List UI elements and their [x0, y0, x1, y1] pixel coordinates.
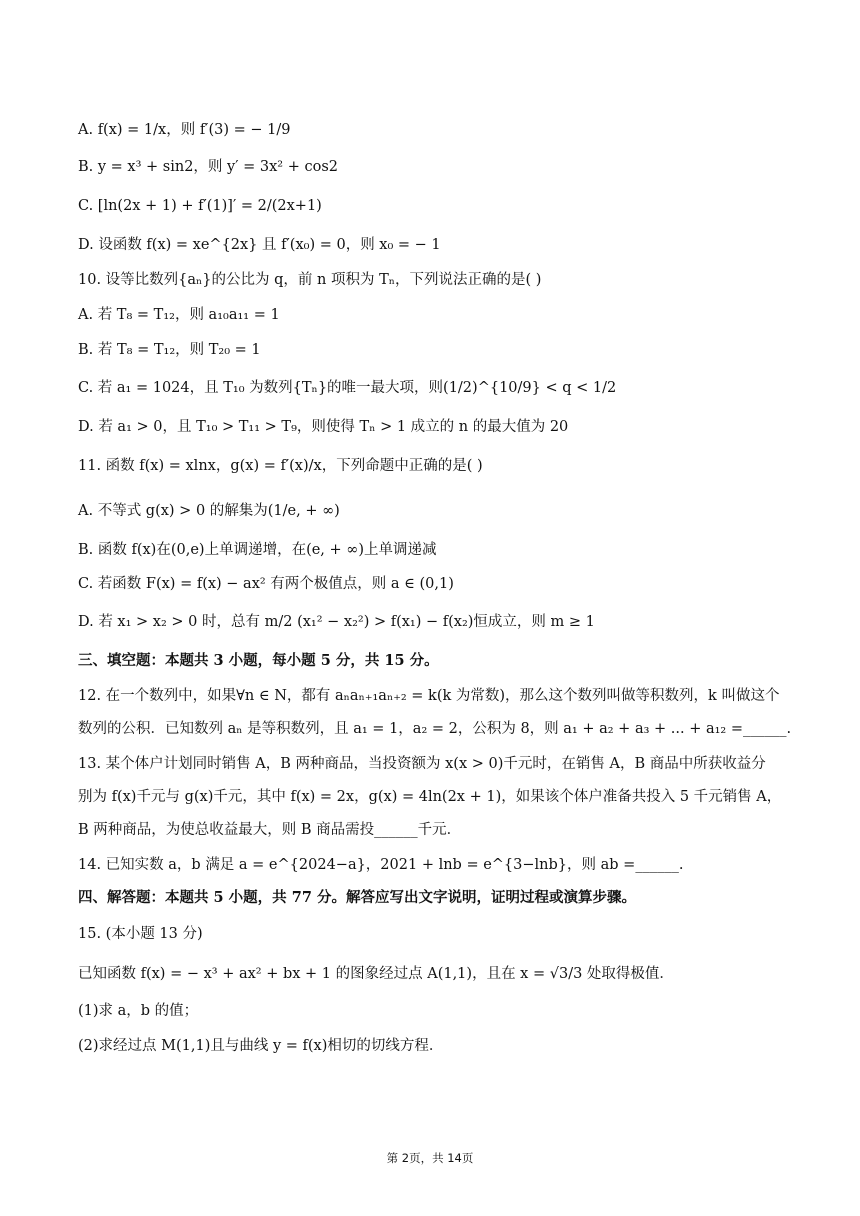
option-9d: D. 设函数 f(x) = xe^{2x} 且 f′(x₀) = 0，则 x₀ = − 1 [78, 237, 441, 253]
question-14: 14. 已知实数 a，b 满足 a = e^{2024−a}，2021 + lnb = e^{3−lnb}，则 ab =______. [78, 857, 684, 873]
question-12-line-1: 12. 在一个数列中，如果∀n ∈ N，都有 aₙaₙ₊₁aₙ₊₂ = k(k 为常数)，那么这个数列叫做等积数列，k 叫做这个 [78, 688, 780, 704]
section-answer-heading: 四、解答题：本题共 5 小题，共 77 分。解答应写出文字说明，证明过程或演算步骤。 [78, 889, 636, 906]
option-11d: D. 若 x₁ > x₂ > 0 时，总有 m/2 (x₁² − x₂²) > f(x₁) − f(x₂)恒成立，则 m ≥ 1 [78, 614, 595, 630]
option-10c: C. 若 a₁ = 1024，且 T₁₀ 为数列{Tₙ}的唯一最大项，则(1/2)^{10/9} < q < 1/2 [78, 380, 617, 396]
question-15-stem: 已知函数 f(x) = − x³ + ax² + bx + 1 的图象经过点 A(1,1)，且在 x = √3/3 处取得极值． [78, 966, 674, 982]
question-15-heading: 15. (本小题 13 分) [78, 926, 203, 942]
option-11c: C. 若函数 F(x) = f(x) − ax² 有两个极值点，则 a ∈ (0,1) [78, 576, 454, 592]
option-9c: C. [ln(2x + 1) + f′(1)]′ = 2/(2x+1) [78, 198, 322, 214]
question-12-line-2: 数列的公积．已知数列 aₙ 是等积数列，且 a₁ = 1，a₂ = 2，公积为 8，则 a₁ + a₂ + a₃ + ... + a₁₂ =______. [78, 721, 792, 737]
question-13-line-1: 13. 某个体户计划同时销售 A，B 两种商品，当投资额为 x(x > 0)千元时，在销售 A，B 商品中所获收益分 [78, 756, 766, 772]
question-15-part-2: (2)求经过点 M(1,1)且与曲线 y = f(x)相切的切线方程． [78, 1038, 444, 1054]
question-13-line-3: B 两种商品，为使总收益最大，则 B 商品需投______千元． [78, 822, 462, 838]
option-10b: B. 若 T₈ = T₁₂，则 T₂₀ = 1 [78, 342, 261, 358]
section-fill-in-heading: 三、填空题：本题共 3 小题，每小题 5 分，共 15 分。 [78, 652, 439, 669]
option-10d: D. 若 a₁ > 0，且 T₁₀ > T₁₁ > T₉，则使得 Tₙ > 1 成立的 n 的最大值为 20 [78, 419, 569, 435]
question-13-line-2: 别为 f(x)千元与 g(x)千元，其中 f(x) = 2x，g(x) = 4ln(2x + 1)，如果该个体户准备共投入 5 千元销售 A， [78, 789, 782, 805]
option-10a: A. 若 T₈ = T₁₂，则 a₁₀a₁₁ = 1 [78, 307, 280, 323]
option-11a: A. 不等式 g(x) > 0 的解集为(1/e, + ∞) [78, 503, 340, 519]
question-15-part-1: (1)求 a，b 的值； [78, 1003, 199, 1019]
question-11: 11. 函数 f(x) = xlnx，g(x) = f′(x)/x，下列命题中正确的是( ) [78, 458, 483, 474]
option-9a: A. f(x) = 1/x，则 f′(3) = − 1/9 [78, 122, 291, 138]
option-11b: B. 函数 f(x)在(0,e)上单调递增，在(e, + ∞)上单调递减 [78, 542, 437, 558]
page-footer: 第 2页，共 14页 [386, 1151, 474, 1165]
option-9b: B. y = x³ + sin2，则 y′ = 3x² + cos2 [78, 159, 338, 175]
question-10: 10. 设等比数列{aₙ}的公比为 q，前 n 项积为 Tₙ，下列说法正确的是( ) [78, 272, 542, 288]
